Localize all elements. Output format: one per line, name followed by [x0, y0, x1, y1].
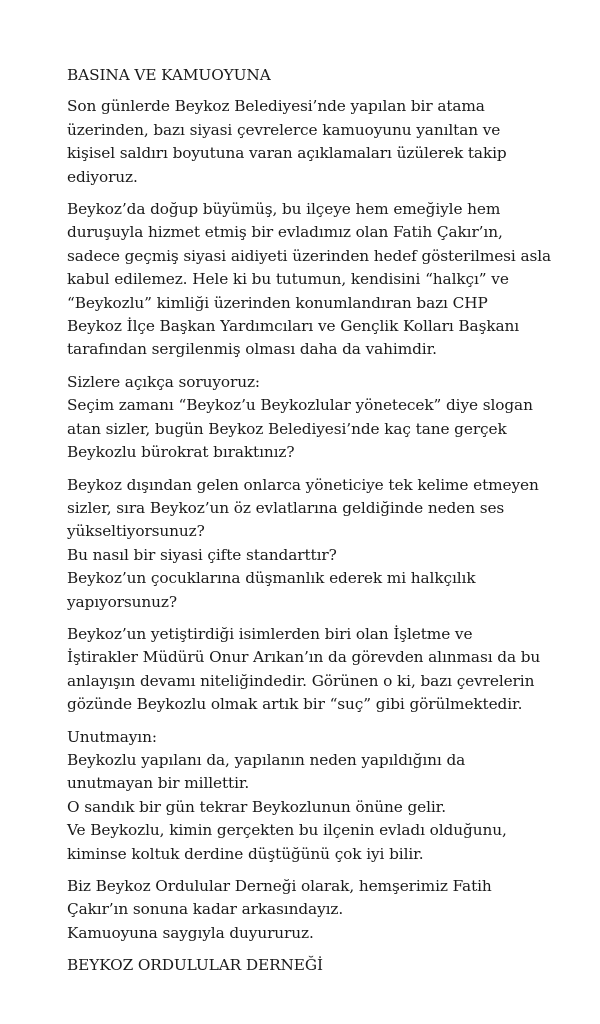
statement-paragraph [67, 623, 567, 717]
paragraph-line: Biz Beykoz Ordulular Derneği olarak, hemşerimiz Fatih [67, 877, 492, 895]
paragraph-line: kiminse koltuk derdine düştüğünü çok iyi bilir. [67, 844, 424, 863]
statement-paragraph [67, 95, 567, 189]
paragraph-line: üzerinden, bazı siyasi çevrelerce kamuoyunu yanıltan ve [67, 120, 501, 139]
statement-paragraph [67, 875, 567, 945]
paragraph-line: atan sizler, bugün Beykoz Belediyesi’nde kaç tane gerçek [67, 419, 507, 438]
paragraph-line: Beykozlu yapılanı da, yapılanın neden yapıldığını da [67, 750, 466, 769]
paragraph-line: duruşuyla hizmet etmiş bir evladımız olan Fatih Çakır’ın, [67, 223, 503, 242]
paragraph-line: gözünde Beykozlu olmak artık bir “suç” gibi görülmektedir. [67, 695, 523, 714]
paragraph-line: Beykoz İlçe Başkan Yardımcıları ve Gençlik Kolları Başkanı [67, 317, 520, 336]
paragraph-line: “Beykozlu” kimliği üzerinden konumlandıran bazı CHP [67, 293, 488, 312]
paragraph-line: anlayışın devamı niteliğindedir. Görünen o ki, bazı çevrelerin [67, 671, 535, 690]
paragraph-line: yapıyorsunuz? [67, 592, 177, 611]
paragraph-line: Beykoz dışından gelen onlarca yöneticiye tek kelime etmeyen [67, 475, 539, 494]
paragraph-line: Beykoz’un çocuklarına düşmanlık ederek mi halkçılık [67, 569, 476, 588]
paragraph-line: Çakır’ın sonuna kadar arkasındayız. [67, 900, 344, 919]
paragraph-line: Sizlere açıkça soruyoruz: [67, 372, 260, 391]
paragraph-line: Son günlerde Beykoz Belediyesi’nde yapılan bir atama [67, 97, 485, 116]
paragraph-line: sadece geçmiş siyasi aidiyeti üzerinden hedef gösterilmesi asla [67, 246, 552, 265]
statement-heading: BASINA VE KAMUOYUNA [67, 66, 271, 84]
paragraph-line: Kamuoyuna saygıyla duyururuz. [67, 923, 314, 942]
paragraph-line: İştirakler Müdürü Onur Arıkan’ın da görevden alınması da bu [67, 648, 541, 667]
statement-signature: BEYKOZ ORDULULAR DERNEĞİ [67, 956, 323, 975]
statement-paragraph [67, 198, 567, 362]
statement-paragraph [67, 474, 567, 614]
paragraph-line: unutmayan bir millettir. [67, 774, 250, 793]
paragraph-line: yükseltiyorsunuz? [67, 522, 205, 541]
paragraph-line: Seçim zamanı “Beykoz’u Beykozlular yönetecek” diye slogan [67, 396, 533, 415]
statement-paragraph [67, 371, 567, 465]
statement-paragraph [67, 726, 567, 866]
paragraph-line: ediyoruz. [67, 167, 138, 186]
press-statement [67, 64, 567, 978]
paragraph-line: O sandık bir gün tekrar Beykozlunun önüne gelir. [67, 797, 446, 816]
paragraph-line: Ve Beykozlu, kimin gerçekten bu ilçenin evladı olduğunu, [67, 821, 507, 840]
paragraph-line: Beykoz’un yetiştirdiği isimlerden biri olan İşletme ve [67, 624, 473, 643]
paragraph-line: Bu nasıl bir siyasi çifte standarttır? [67, 545, 337, 564]
paragraph-line: kabul edilemez. Hele ki bu tutumun, kendisini “halkçı” ve [67, 270, 509, 289]
paragraph-line: Beykozlu bürokrat bıraktınız? [67, 443, 295, 462]
paragraph-line: Unutmayın: [67, 727, 157, 746]
paragraph-line: Beykoz’da doğup büyümüş, bu ilçeye hem emeğiyle hem [67, 200, 501, 219]
paragraph-line: sizler, sıra Beykoz’un öz evlatlarına geldiğinde neden ses [67, 498, 505, 517]
paragraph-line: tarafından sergilenmiş olması daha da vahimdir. [67, 340, 437, 359]
statement-body [67, 95, 567, 945]
paragraph-line: kişisel saldırı boyutuna varan açıklamaları üzülerek takip [67, 144, 507, 163]
